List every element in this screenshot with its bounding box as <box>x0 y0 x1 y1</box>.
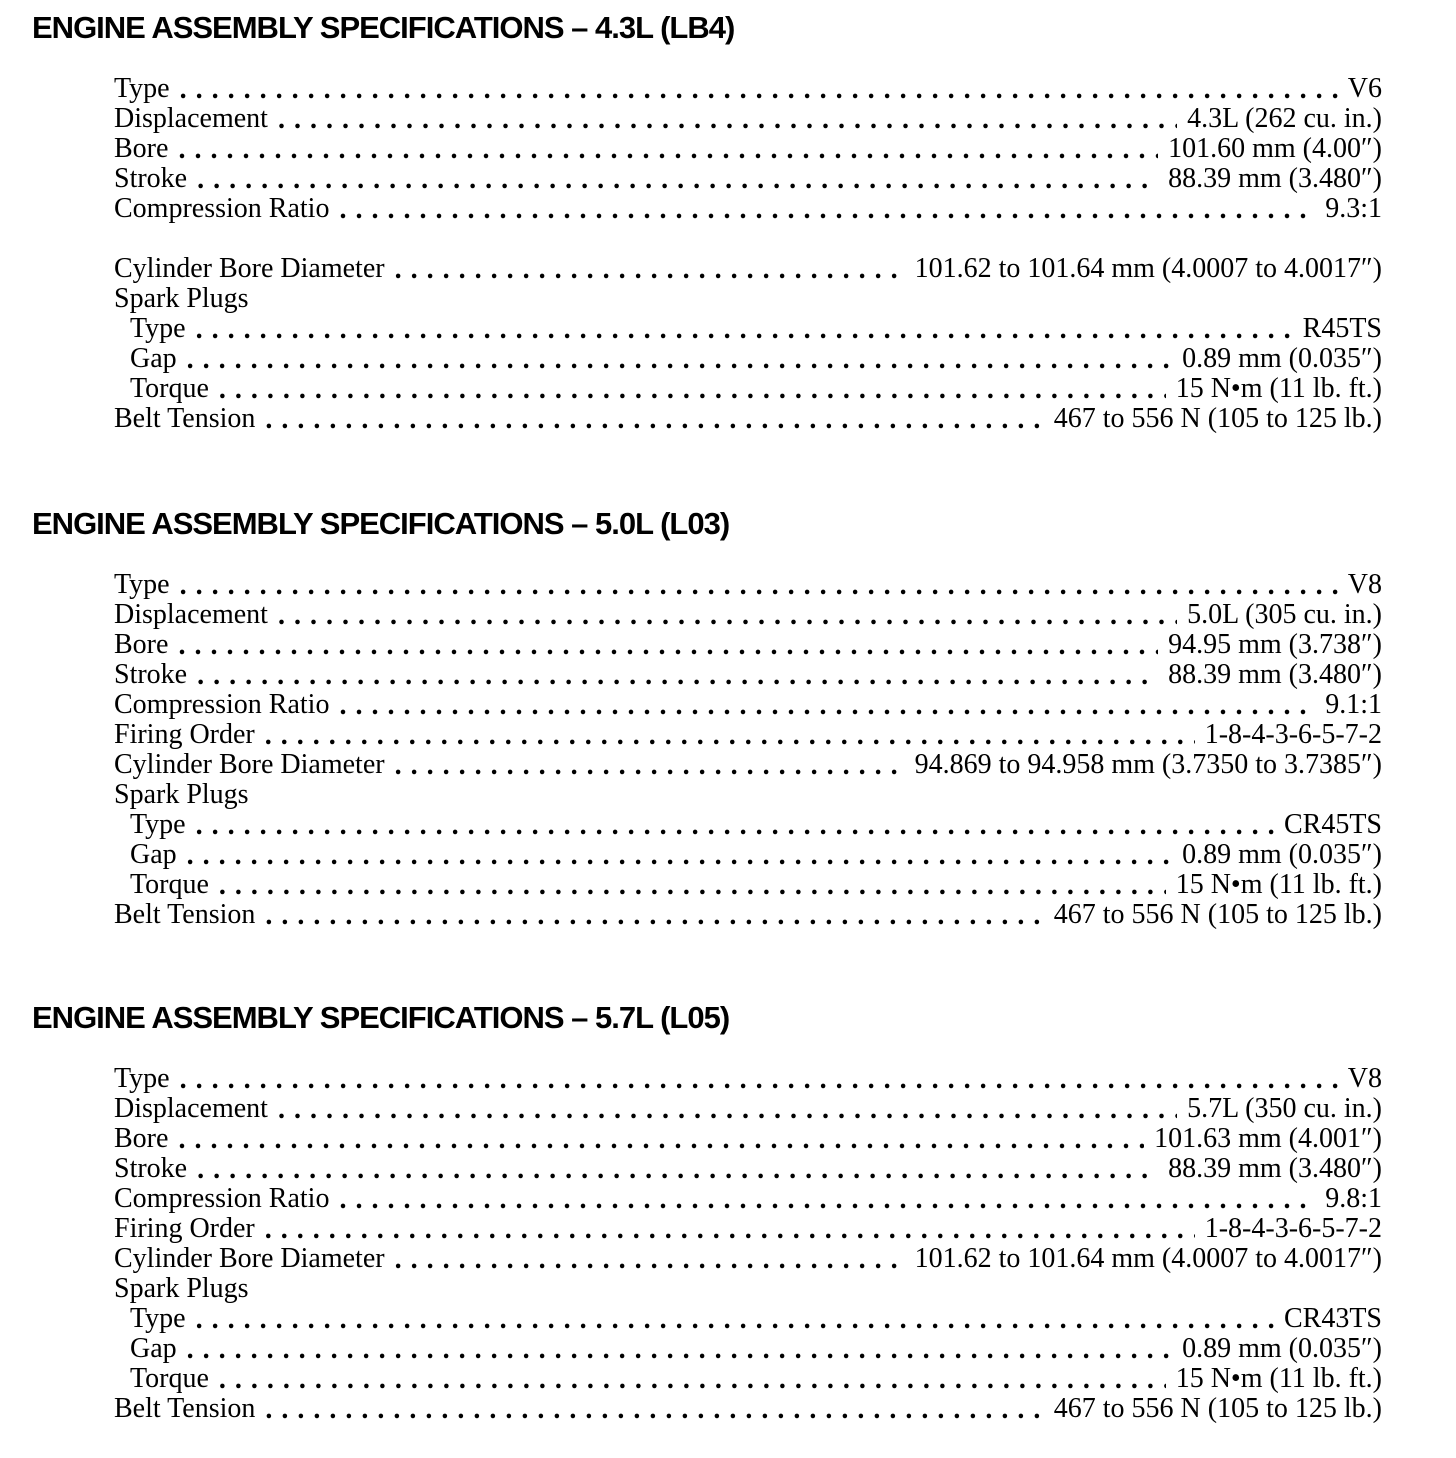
dot-leader <box>178 1125 1144 1155</box>
section-heading: ENGINE ASSEMBLY SPECIFICATIONS – 5.7L (L05) <box>32 1000 730 1035</box>
dot-leader <box>395 255 905 285</box>
dot-leader <box>339 195 1315 225</box>
spec-row-displacement <box>114 600 1382 630</box>
spec-row-belt-tension <box>114 900 1382 930</box>
spec-label: Type <box>114 1063 170 1094</box>
dot-leader <box>180 1065 1338 1095</box>
spec-row-compression-ratio <box>114 1184 1382 1214</box>
spec-row-type <box>114 74 1382 104</box>
dot-leader <box>196 1305 1274 1335</box>
spec-label: Displacement <box>114 103 268 134</box>
dot-leader <box>178 135 1158 165</box>
spec-row-spark-plug-gap <box>114 1334 1382 1364</box>
spec-label: Cylinder Bore Diameter <box>114 749 385 780</box>
spec-value: V8 <box>1347 1063 1382 1094</box>
spec-label: Torque <box>130 869 209 900</box>
dot-leader <box>180 571 1338 601</box>
section-heading: ENGINE ASSEMBLY SPECIFICATIONS – 4.3L (LB4) <box>32 10 735 45</box>
spec-label: Cylinder Bore Diameter <box>114 253 385 284</box>
dot-leader <box>178 631 1158 661</box>
section-heading: ENGINE ASSEMBLY SPECIFICATIONS – 5.0L (L03) <box>32 506 730 541</box>
spec-label: Type <box>130 313 186 344</box>
spec-value: 88.39 mm (3.480″) <box>1168 1153 1382 1184</box>
spec-value: 467 to 556 N (105 to 125 lb.) <box>1053 403 1382 434</box>
spec-row-type <box>114 1064 1382 1094</box>
spec-label: Spark Plugs <box>114 779 249 810</box>
dot-leader <box>196 315 1293 345</box>
spec-label: Spark Plugs <box>114 283 249 314</box>
spec-row-spark-plugs <box>114 1274 1382 1304</box>
dot-leader <box>197 165 1158 195</box>
spec-row-spark-plug-type <box>114 314 1382 344</box>
spec-row-firing-order <box>114 1214 1382 1244</box>
spec-row-type <box>114 570 1382 600</box>
spec-label: Gap <box>130 839 177 870</box>
dot-leader <box>187 1335 1172 1365</box>
spec-label: Compression Ratio <box>114 193 330 224</box>
spec-row-spark-plug-torque <box>114 374 1382 404</box>
spec-label: Stroke <box>114 163 188 194</box>
spec-row-cylinder-bore-diameter <box>114 1244 1382 1274</box>
spec-row-compression-ratio <box>114 194 1382 224</box>
spec-value: V8 <box>1347 569 1382 600</box>
spec-value: 0.89 mm (0.035″) <box>1182 839 1382 870</box>
spec-row-spark-plug-torque <box>114 870 1382 900</box>
spec-value: 467 to 556 N (105 to 125 lb.) <box>1053 1393 1382 1424</box>
spec-label: Stroke <box>114 1153 188 1184</box>
dot-leader <box>265 721 1195 751</box>
spec-row-stroke <box>114 164 1382 194</box>
spec-value: 9.3:1 <box>1325 193 1382 224</box>
spec-value: 9.8:1 <box>1325 1183 1382 1214</box>
spec-label: Compression Ratio <box>114 1183 330 1214</box>
spec-row-belt-tension <box>114 404 1382 434</box>
spec-value: 0.89 mm (0.035″) <box>1182 1333 1382 1364</box>
spec-label: Bore <box>114 629 169 660</box>
spec-value: 101.63 mm (4.001″) <box>1154 1123 1382 1154</box>
dot-leader <box>196 811 1274 841</box>
spec-label: Belt Tension <box>114 403 256 434</box>
spec-label: Firing Order <box>114 1213 255 1244</box>
dot-leader <box>219 871 1166 901</box>
spec-value: 4.3L (262 cu. in.) <box>1187 103 1382 134</box>
spec-list <box>114 74 1382 434</box>
dot-leader <box>278 105 1177 135</box>
spec-value: 1-8-4-3-6-5-7-2 <box>1204 719 1382 750</box>
spec-value: 5.0L (305 cu. in.) <box>1187 599 1382 630</box>
spec-list <box>114 570 1382 930</box>
spec-value: 88.39 mm (3.480″) <box>1168 659 1382 690</box>
dot-leader <box>265 405 1043 435</box>
spec-value: 101.62 to 101.64 mm (4.0007 to 4.0017″) <box>914 253 1382 284</box>
spec-label: Bore <box>114 133 169 164</box>
dot-leader <box>187 345 1172 375</box>
dot-leader <box>339 691 1315 721</box>
spec-label: Displacement <box>114 599 268 630</box>
dot-leader <box>219 375 1166 405</box>
spec-value: 15 N•m (11 lb. ft.) <box>1175 869 1382 900</box>
spec-label: Spark Plugs <box>114 1273 249 1304</box>
spec-value: 101.60 mm (4.00″) <box>1168 133 1382 164</box>
spec-label: Displacement <box>114 1093 268 1124</box>
spec-label: Belt Tension <box>114 1393 256 1424</box>
spec-value: 101.62 to 101.64 mm (4.0007 to 4.0017″) <box>914 1243 1382 1274</box>
spec-row-compression-ratio <box>114 690 1382 720</box>
dot-leader <box>339 1185 1315 1215</box>
spec-row-spark-plug-torque <box>114 1364 1382 1394</box>
dot-leader <box>395 1245 905 1275</box>
dot-leader <box>395 751 905 781</box>
spec-value: 15 N•m (11 lb. ft.) <box>1175 1363 1382 1394</box>
spec-value: 94.869 to 94.958 mm (3.7350 to 3.7385″) <box>914 749 1382 780</box>
spec-row-cylinder-bore-diameter <box>114 254 1382 284</box>
spec-row-spark-plug-type <box>114 810 1382 840</box>
dot-leader <box>197 1155 1158 1185</box>
spec-row-bore <box>114 630 1382 660</box>
spec-value: 15 N•m (11 lb. ft.) <box>1175 373 1382 404</box>
spec-label: Torque <box>130 373 209 404</box>
spec-label: Type <box>114 73 170 104</box>
dot-leader <box>187 841 1172 871</box>
spec-value: 1-8-4-3-6-5-7-2 <box>1204 1213 1382 1244</box>
spec-row-belt-tension <box>114 1394 1382 1424</box>
spec-row-stroke <box>114 660 1382 690</box>
spec-value: 88.39 mm (3.480″) <box>1168 163 1382 194</box>
spec-list <box>114 1064 1382 1424</box>
spec-label: Belt Tension <box>114 899 256 930</box>
spec-label: Torque <box>130 1363 209 1394</box>
spec-row-spark-plug-gap <box>114 344 1382 374</box>
spec-value: CR45TS <box>1283 809 1382 840</box>
spec-value: 0.89 mm (0.035″) <box>1182 343 1382 374</box>
spec-row-displacement <box>114 104 1382 134</box>
spec-row-bore <box>114 134 1382 164</box>
spec-label: Stroke <box>114 659 188 690</box>
spec-label: Compression Ratio <box>114 689 330 720</box>
spec-value: 94.95 mm (3.738″) <box>1168 629 1382 660</box>
spec-value: CR43TS <box>1283 1303 1382 1334</box>
spec-row-displacement <box>114 1094 1382 1124</box>
spec-label: Gap <box>130 343 177 374</box>
spec-row-spark-plugs <box>114 284 1382 314</box>
spec-value: 467 to 556 N (105 to 125 lb.) <box>1053 899 1382 930</box>
spec-label: Type <box>114 569 170 600</box>
spec-value: 9.1:1 <box>1325 689 1382 720</box>
spec-row-bore <box>114 1124 1382 1154</box>
spec-row-stroke <box>114 1154 1382 1184</box>
dot-leader <box>197 661 1158 691</box>
spec-value: R45TS <box>1302 313 1382 344</box>
spec-label: Bore <box>114 1123 169 1154</box>
spec-row-cylinder-bore-diameter <box>114 750 1382 780</box>
dot-leader <box>265 1395 1043 1425</box>
spec-row-spark-plug-gap <box>114 840 1382 870</box>
spec-row-spark-plug-type <box>114 1304 1382 1334</box>
spec-label: Cylinder Bore Diameter <box>114 1243 385 1274</box>
spec-value: 5.7L (350 cu. in.) <box>1187 1093 1382 1124</box>
dot-leader <box>278 1095 1177 1125</box>
spec-row-firing-order <box>114 720 1382 750</box>
spec-value: V6 <box>1347 73 1382 104</box>
spec-row-spark-plugs <box>114 780 1382 810</box>
dot-leader <box>265 1215 1195 1245</box>
spec-label: Type <box>130 1303 186 1334</box>
spec-label: Type <box>130 809 186 840</box>
dot-leader <box>180 75 1338 105</box>
dot-leader <box>278 601 1177 631</box>
dot-leader <box>265 901 1043 931</box>
spec-label: Gap <box>130 1333 177 1364</box>
spec-label: Firing Order <box>114 719 255 750</box>
dot-leader <box>219 1365 1166 1395</box>
